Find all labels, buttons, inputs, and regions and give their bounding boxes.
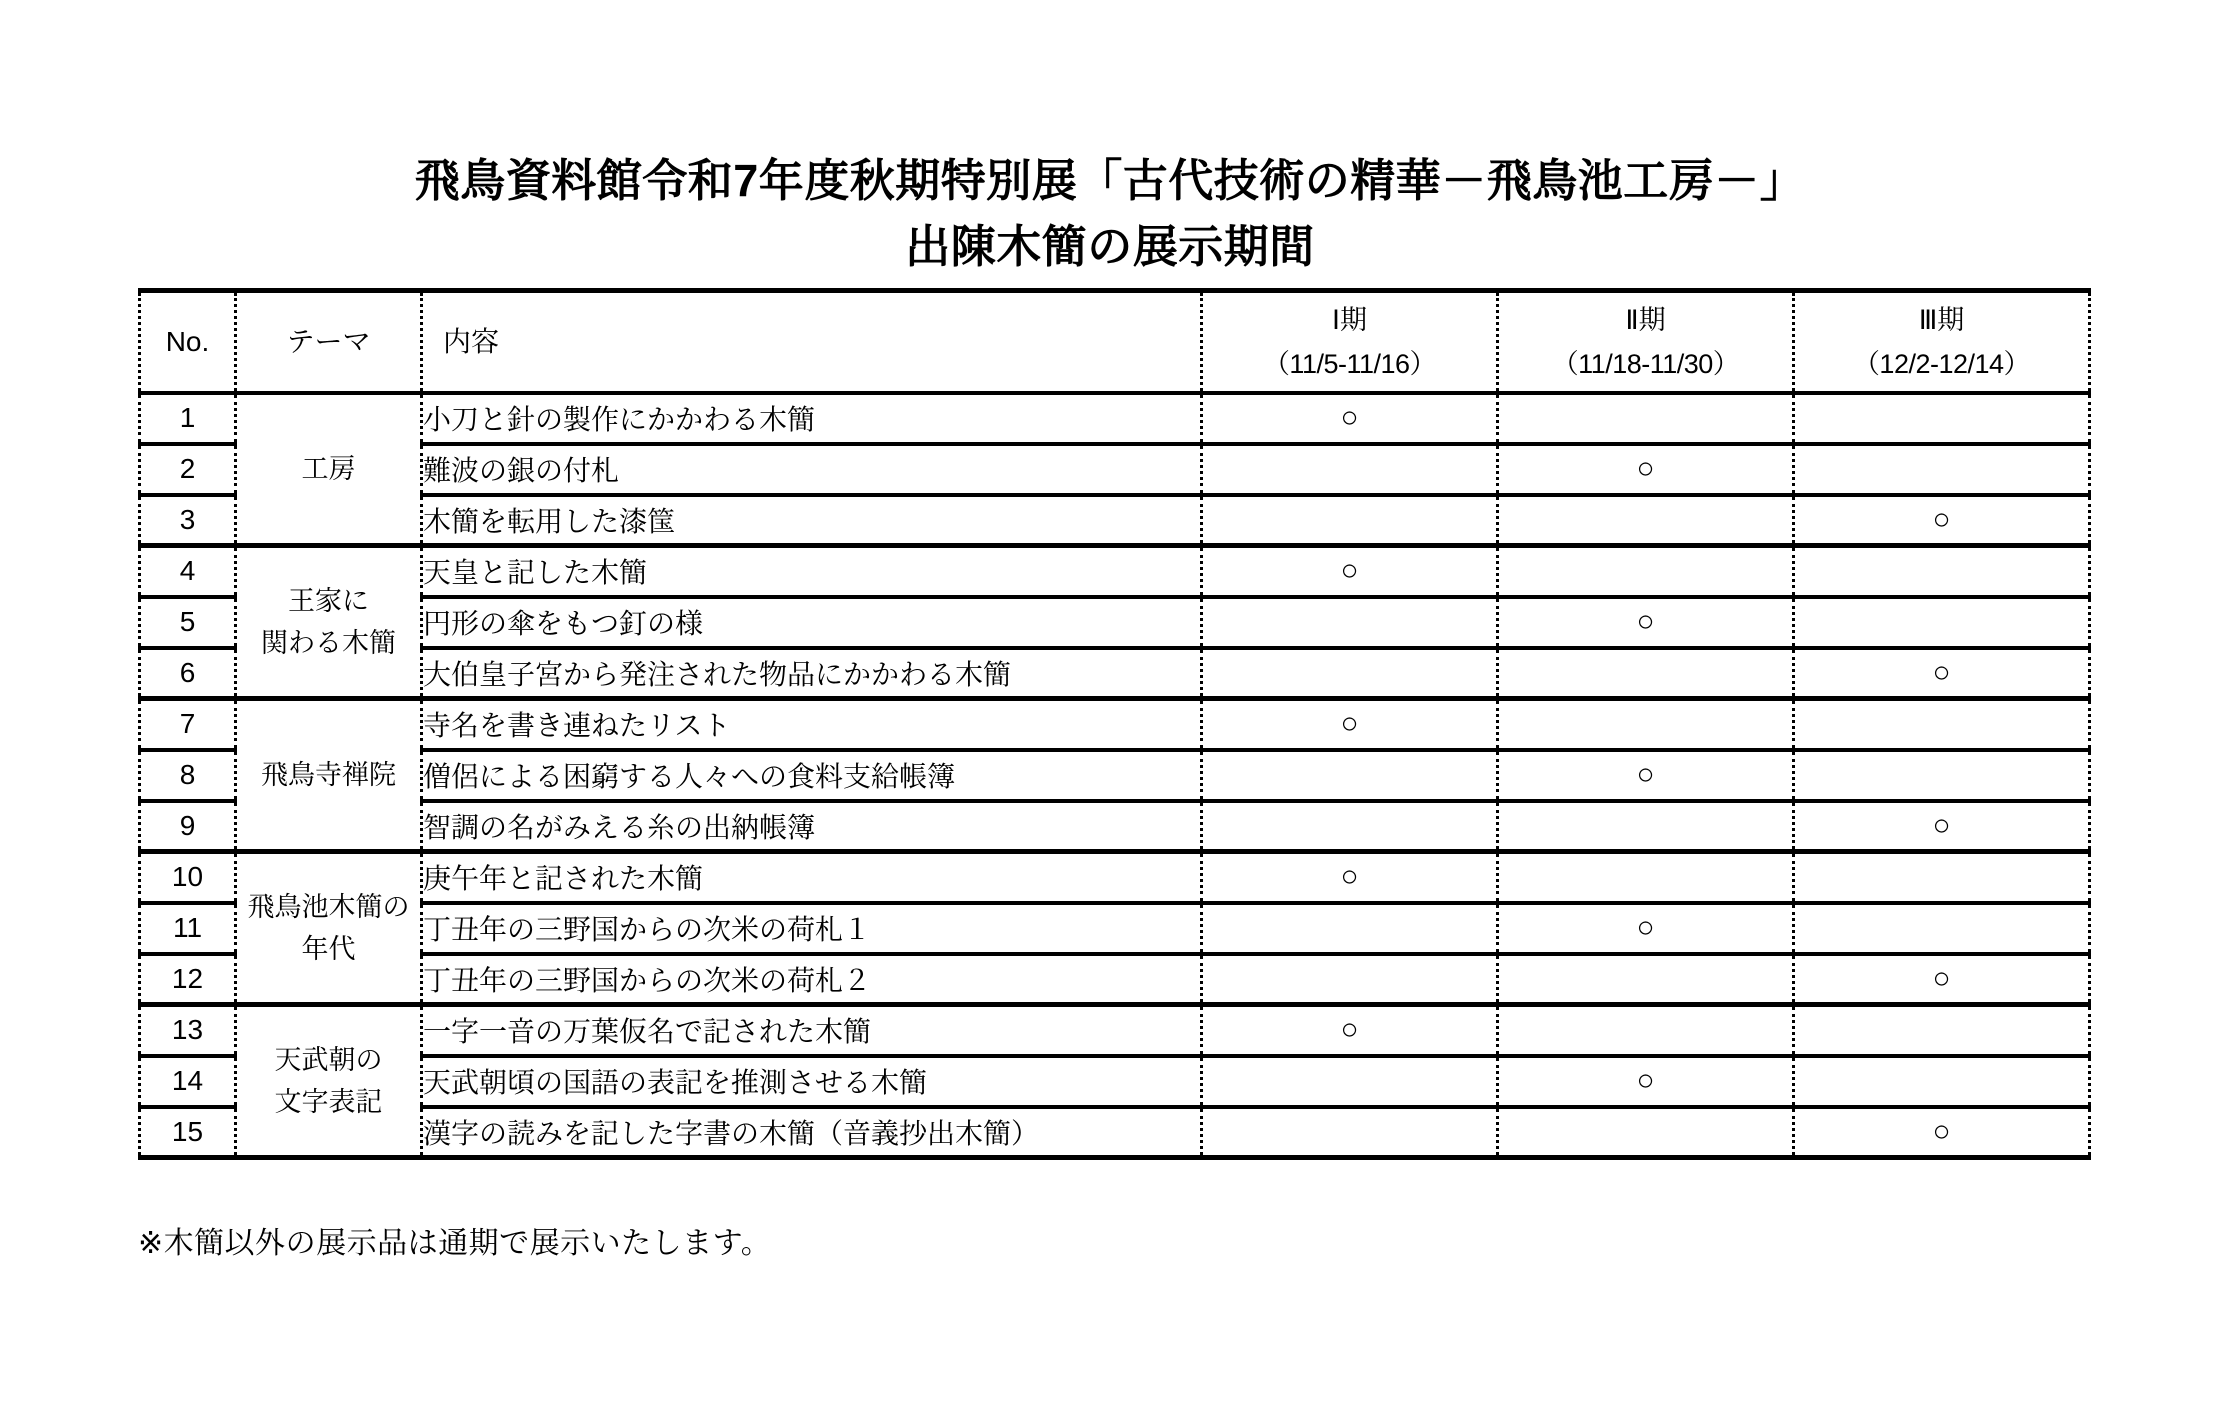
- cell-period-2: [1498, 1107, 1794, 1158]
- period-1-name: Ⅰ期: [1332, 304, 1367, 335]
- cell-period-2: [1498, 648, 1794, 699]
- cell-content: 智調の名がみえる糸の出納帳簿: [422, 801, 1202, 852]
- cell-no: 9: [140, 801, 236, 852]
- table-header: [140, 291, 2090, 393]
- table-row: [140, 699, 2090, 750]
- table-row: [140, 954, 2090, 1005]
- cell-theme: [236, 1005, 422, 1158]
- column-header-period-2: [1498, 291, 1794, 393]
- cell-content: 僧侶による困窮する人々への食料支給帳簿: [422, 750, 1202, 801]
- cell-content: 円形の傘をもつ釘の様: [422, 597, 1202, 648]
- theme-line: 工房: [301, 453, 356, 484]
- cell-content: 大伯皇子宮から発注された物品にかかわる木簡: [422, 648, 1202, 699]
- cell-period-3: [1794, 750, 2090, 801]
- cell-period-2: [1498, 750, 1794, 801]
- theme-line: 文字表記: [274, 1087, 383, 1117]
- cell-no: 2: [140, 444, 236, 495]
- column-header-period-1: [1202, 291, 1498, 393]
- cell-content: 庚午年と記された木簡: [422, 852, 1202, 903]
- cell-no: 3: [140, 495, 236, 546]
- exhibit-mark-icon: ○: [1932, 961, 1951, 995]
- cell-period-3: [1794, 1005, 2090, 1056]
- table-row: [140, 801, 2090, 852]
- theme-line: 飛鳥寺禅院: [261, 760, 396, 790]
- cell-content: 難波の銀の付札: [422, 444, 1202, 495]
- theme-line: 飛鳥池木簡の: [247, 892, 410, 922]
- cell-no: 12: [140, 954, 236, 1005]
- cell-period-2: [1498, 699, 1794, 750]
- cell-content: 小刀と針の製作にかかわる木簡: [422, 393, 1202, 444]
- cell-period-2: [1498, 444, 1794, 495]
- table-row: [140, 750, 2090, 801]
- cell-period-3: [1794, 495, 2090, 546]
- exhibit-mark-icon: ○: [1932, 808, 1951, 842]
- cell-no: 14: [140, 1056, 236, 1107]
- cell-period-1: [1202, 546, 1498, 597]
- exhibit-mark-icon: ○: [1340, 554, 1359, 588]
- exhibit-mark-icon: ○: [1340, 401, 1359, 434]
- cell-period-1: [1202, 1056, 1498, 1107]
- cell-no: 15: [140, 1107, 236, 1158]
- cell-content: 丁丑年の三野国からの次米の荷札２: [422, 954, 1202, 1005]
- cell-period-2: [1498, 954, 1794, 1005]
- table-body: [140, 393, 2090, 1158]
- cell-period-1: [1202, 648, 1498, 699]
- period-3-dates: （12/2-12/14）: [1852, 348, 2031, 379]
- table-row: [140, 393, 2090, 444]
- cell-period-3: [1794, 852, 2090, 903]
- cell-no: 13: [140, 1005, 236, 1056]
- cell-content: 木簡を転用した漆筺: [422, 495, 1202, 546]
- table-row: [140, 852, 2090, 903]
- cell-theme: [236, 852, 422, 1005]
- period-2-dates: （11/18-11/30）: [1551, 348, 1740, 379]
- cell-period-1: [1202, 852, 1498, 903]
- cell-period-2: [1498, 801, 1794, 852]
- schedule-table-wrapper: [138, 288, 2088, 1160]
- cell-period-1: [1202, 495, 1498, 546]
- cell-period-3: [1794, 1107, 2090, 1158]
- cell-period-3: [1794, 699, 2090, 750]
- cell-period-2: [1498, 495, 1794, 546]
- cell-period-1: [1202, 801, 1498, 852]
- cell-period-1: [1202, 750, 1498, 801]
- cell-period-1: [1202, 444, 1498, 495]
- cell-content: 天武朝頃の国語の表記を推測させる木簡: [422, 1056, 1202, 1107]
- cell-period-1: [1202, 699, 1498, 750]
- cell-period-1: [1202, 1005, 1498, 1056]
- cell-period-3: [1794, 903, 2090, 954]
- cell-period-2: [1498, 546, 1794, 597]
- exhibit-mark-icon: ○: [1636, 758, 1655, 791]
- cell-period-3: [1794, 546, 2090, 597]
- cell-no: 11: [140, 903, 236, 954]
- column-header-period-3: [1794, 291, 2090, 393]
- exhibit-mark-icon: ○: [1340, 860, 1359, 894]
- cell-content: 丁丑年の三野国からの次米の荷札１: [422, 903, 1202, 954]
- table-row: [140, 495, 2090, 546]
- header-row: [140, 291, 2090, 393]
- period-2-name: Ⅱ期: [1625, 304, 1666, 335]
- cell-period-2: [1498, 393, 1794, 444]
- table-row: [140, 648, 2090, 699]
- cell-theme: [236, 393, 422, 546]
- title-line-1: 飛鳥資料館令和7年度秋期特別展「古代技術の精華－飛鳥池工房－」: [414, 155, 1806, 206]
- exhibit-mark-icon: ○: [1932, 655, 1951, 689]
- cell-no: 1: [140, 393, 236, 444]
- cell-no: 8: [140, 750, 236, 801]
- exhibit-mark-icon: ○: [1636, 911, 1655, 944]
- column-header-theme: テーマ: [236, 291, 422, 393]
- exhibit-mark-icon: ○: [1340, 1013, 1359, 1047]
- cell-content: 一字一音の万葉仮名で記された木簡: [422, 1005, 1202, 1056]
- exhibit-mark-icon: ○: [1340, 707, 1359, 741]
- cell-period-2: [1498, 852, 1794, 903]
- exhibit-mark-icon: ○: [1636, 605, 1655, 638]
- title-line-2: 出陳木簡の展示期間: [905, 221, 1315, 272]
- exhibition-schedule-table: [138, 288, 2091, 1160]
- table-row: [140, 1107, 2090, 1158]
- cell-no: 7: [140, 699, 236, 750]
- cell-period-3: [1794, 954, 2090, 1005]
- cell-theme: [236, 699, 422, 852]
- cell-period-1: [1202, 393, 1498, 444]
- cell-period-3: [1794, 801, 2090, 852]
- cell-period-2: [1498, 903, 1794, 954]
- exhibit-mark-icon: ○: [1636, 1064, 1655, 1097]
- column-header-content: 内容: [422, 291, 1202, 393]
- theme-line: 王家に: [288, 586, 369, 616]
- cell-period-1: [1202, 954, 1498, 1005]
- cell-period-3: [1794, 444, 2090, 495]
- period-3-name: Ⅲ期: [1918, 304, 1965, 335]
- cell-period-2: [1498, 1005, 1794, 1056]
- cell-period-1: [1202, 903, 1498, 954]
- cell-period-3: [1794, 1056, 2090, 1107]
- theme-line: 天武朝の: [274, 1045, 383, 1075]
- table-row: [140, 903, 2090, 954]
- cell-period-3: [1794, 393, 2090, 444]
- exhibit-mark-icon: ○: [1636, 452, 1655, 485]
- table-row: [140, 1005, 2090, 1056]
- cell-content: 天皇と記した木簡: [422, 546, 1202, 597]
- table-row: [140, 546, 2090, 597]
- cell-no: 10: [140, 852, 236, 903]
- cell-content: 漢字の読みを記した字書の木簡（音義抄出木簡）: [422, 1107, 1202, 1158]
- cell-no: 5: [140, 597, 236, 648]
- footnote-text: ※木簡以外の展示品は通期で展示いたします。: [138, 1227, 772, 1260]
- table-row: [140, 597, 2090, 648]
- theme-line: 年代: [301, 934, 356, 964]
- period-1-dates: （11/5-11/16）: [1262, 348, 1437, 379]
- table-row: [140, 1056, 2090, 1107]
- cell-period-1: [1202, 597, 1498, 648]
- exhibit-mark-icon: ○: [1932, 1114, 1951, 1148]
- cell-no: 4: [140, 546, 236, 597]
- cell-period-2: [1498, 597, 1794, 648]
- cell-content: 寺名を書き連ねたリスト: [422, 699, 1202, 750]
- cell-theme: [236, 546, 422, 699]
- cell-period-3: [1794, 597, 2090, 648]
- exhibit-mark-icon: ○: [1932, 502, 1951, 536]
- table-row: [140, 444, 2090, 495]
- column-header-no: No.: [140, 291, 236, 393]
- cell-period-1: [1202, 1107, 1498, 1158]
- theme-line: 関わる木簡: [261, 628, 396, 658]
- cell-period-3: [1794, 648, 2090, 699]
- document-title: [0, 148, 2220, 280]
- cell-no: 6: [140, 648, 236, 699]
- cell-period-2: [1498, 1056, 1794, 1107]
